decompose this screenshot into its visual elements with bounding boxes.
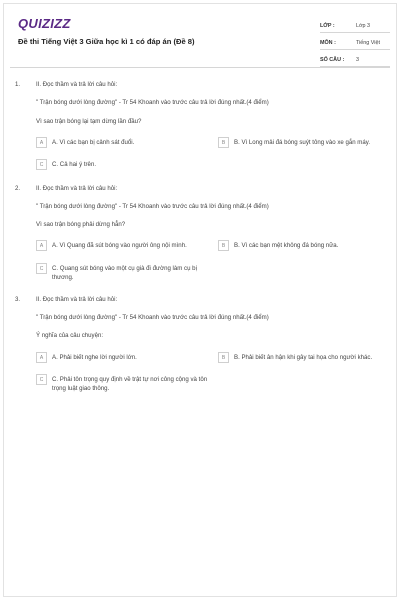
- option-b[interactable]: [218, 139, 394, 148]
- question-number: 2.: [15, 185, 21, 192]
- question-instruction: " Trận bóng dưới lòng đường" - Tr 54 Khoanh vào trước câu trả lời đúng nhất.(4 điểm): [36, 203, 269, 210]
- meta-row-question-count: [320, 50, 390, 67]
- document-title: Đề thi Tiếng Việt 3 Giữa học kì 1 có đáp án (Đề 8): [18, 37, 195, 46]
- meta-value: Tiếng Việt: [356, 40, 380, 46]
- question-number: 1.: [15, 81, 21, 88]
- meta-label: MÔN :: [320, 40, 336, 46]
- header-divider: [10, 67, 390, 68]
- option-letter-box: A: [36, 137, 47, 148]
- meta-info: [320, 16, 390, 67]
- option-text: A. Vì Quang đã sút bóng vào người ông nội mình.: [52, 242, 187, 249]
- option-letter-box: C: [36, 374, 47, 385]
- option-letter-box: A: [36, 240, 47, 251]
- option-b[interactable]: [218, 242, 394, 251]
- question-section: II. Đọc thầm và trả lời câu hỏi:: [36, 296, 118, 303]
- option-c[interactable]: [36, 265, 216, 282]
- question-prompt: Vì sao trận bóng phải dừng hẳn?: [36, 221, 126, 228]
- option-text: C. Phải tôn trọng quy định về trật tự nơi công cộng và tôn trọng luật giao thông.: [52, 376, 208, 392]
- worksheet-page: [3, 3, 397, 597]
- meta-value: Lớp 3: [356, 23, 371, 29]
- option-text: C. Cả hai ý trên.: [52, 161, 97, 168]
- option-c[interactable]: [36, 376, 216, 393]
- meta-row-class: [320, 16, 390, 33]
- meta-label: LỚP :: [320, 23, 335, 29]
- question-prompt: Vì sao trận bóng lại tạm dừng lần đầu?: [36, 118, 142, 125]
- option-letter-box: C: [36, 263, 47, 274]
- option-letter-box: C: [36, 159, 47, 170]
- option-letter-box: B: [218, 137, 229, 148]
- option-b[interactable]: [218, 354, 396, 363]
- meta-row-subject: [320, 33, 390, 50]
- option-c[interactable]: [36, 161, 206, 170]
- question-number: 3.: [15, 296, 21, 303]
- option-text: A. Phải biết nghe lời người lớn.: [52, 354, 137, 361]
- option-text: C. Quang sút bóng vào một cụ già đi đường làm cụ bị thương.: [52, 265, 197, 281]
- question-prompt: Ý nghĩa của câu chuyện:: [36, 332, 104, 339]
- question-instruction: " Trận bóng dưới lòng đường" - Tr 54 Khoanh vào trước câu trả lời đúng nhất.(4 điểm): [36, 99, 269, 106]
- question-section: II. Đọc thầm và trả lời câu hỏi:: [36, 185, 118, 192]
- option-letter-box: B: [218, 352, 229, 363]
- option-text: B. Vì các bạn mệt không đá bóng nữa.: [234, 242, 339, 249]
- quizizz-logo: QUIZIZZ: [18, 16, 71, 31]
- option-text: B. Phải biết ân hận khi gây tai họa cho người khác.: [234, 354, 373, 361]
- meta-value: 3: [356, 57, 359, 63]
- option-a[interactable]: [36, 242, 212, 251]
- question-section: II. Đọc thầm và trả lời câu hỏi:: [36, 81, 118, 88]
- option-letter-box: A: [36, 352, 47, 363]
- option-text: A. Vì các bạn bị cảnh sát đuổi.: [52, 139, 135, 146]
- option-a[interactable]: [36, 139, 206, 148]
- question-instruction: " Trận bóng dưới lòng đường" - Tr 54 Khoanh vào trước câu trả lời đúng nhất.(4 điểm): [36, 314, 269, 321]
- meta-label: SỐ CÂU :: [320, 57, 345, 63]
- option-text: B. Vì Long mải đá bóng suýt tông vào xe gắn máy.: [234, 139, 371, 146]
- option-a[interactable]: [36, 354, 212, 363]
- option-letter-box: B: [218, 240, 229, 251]
